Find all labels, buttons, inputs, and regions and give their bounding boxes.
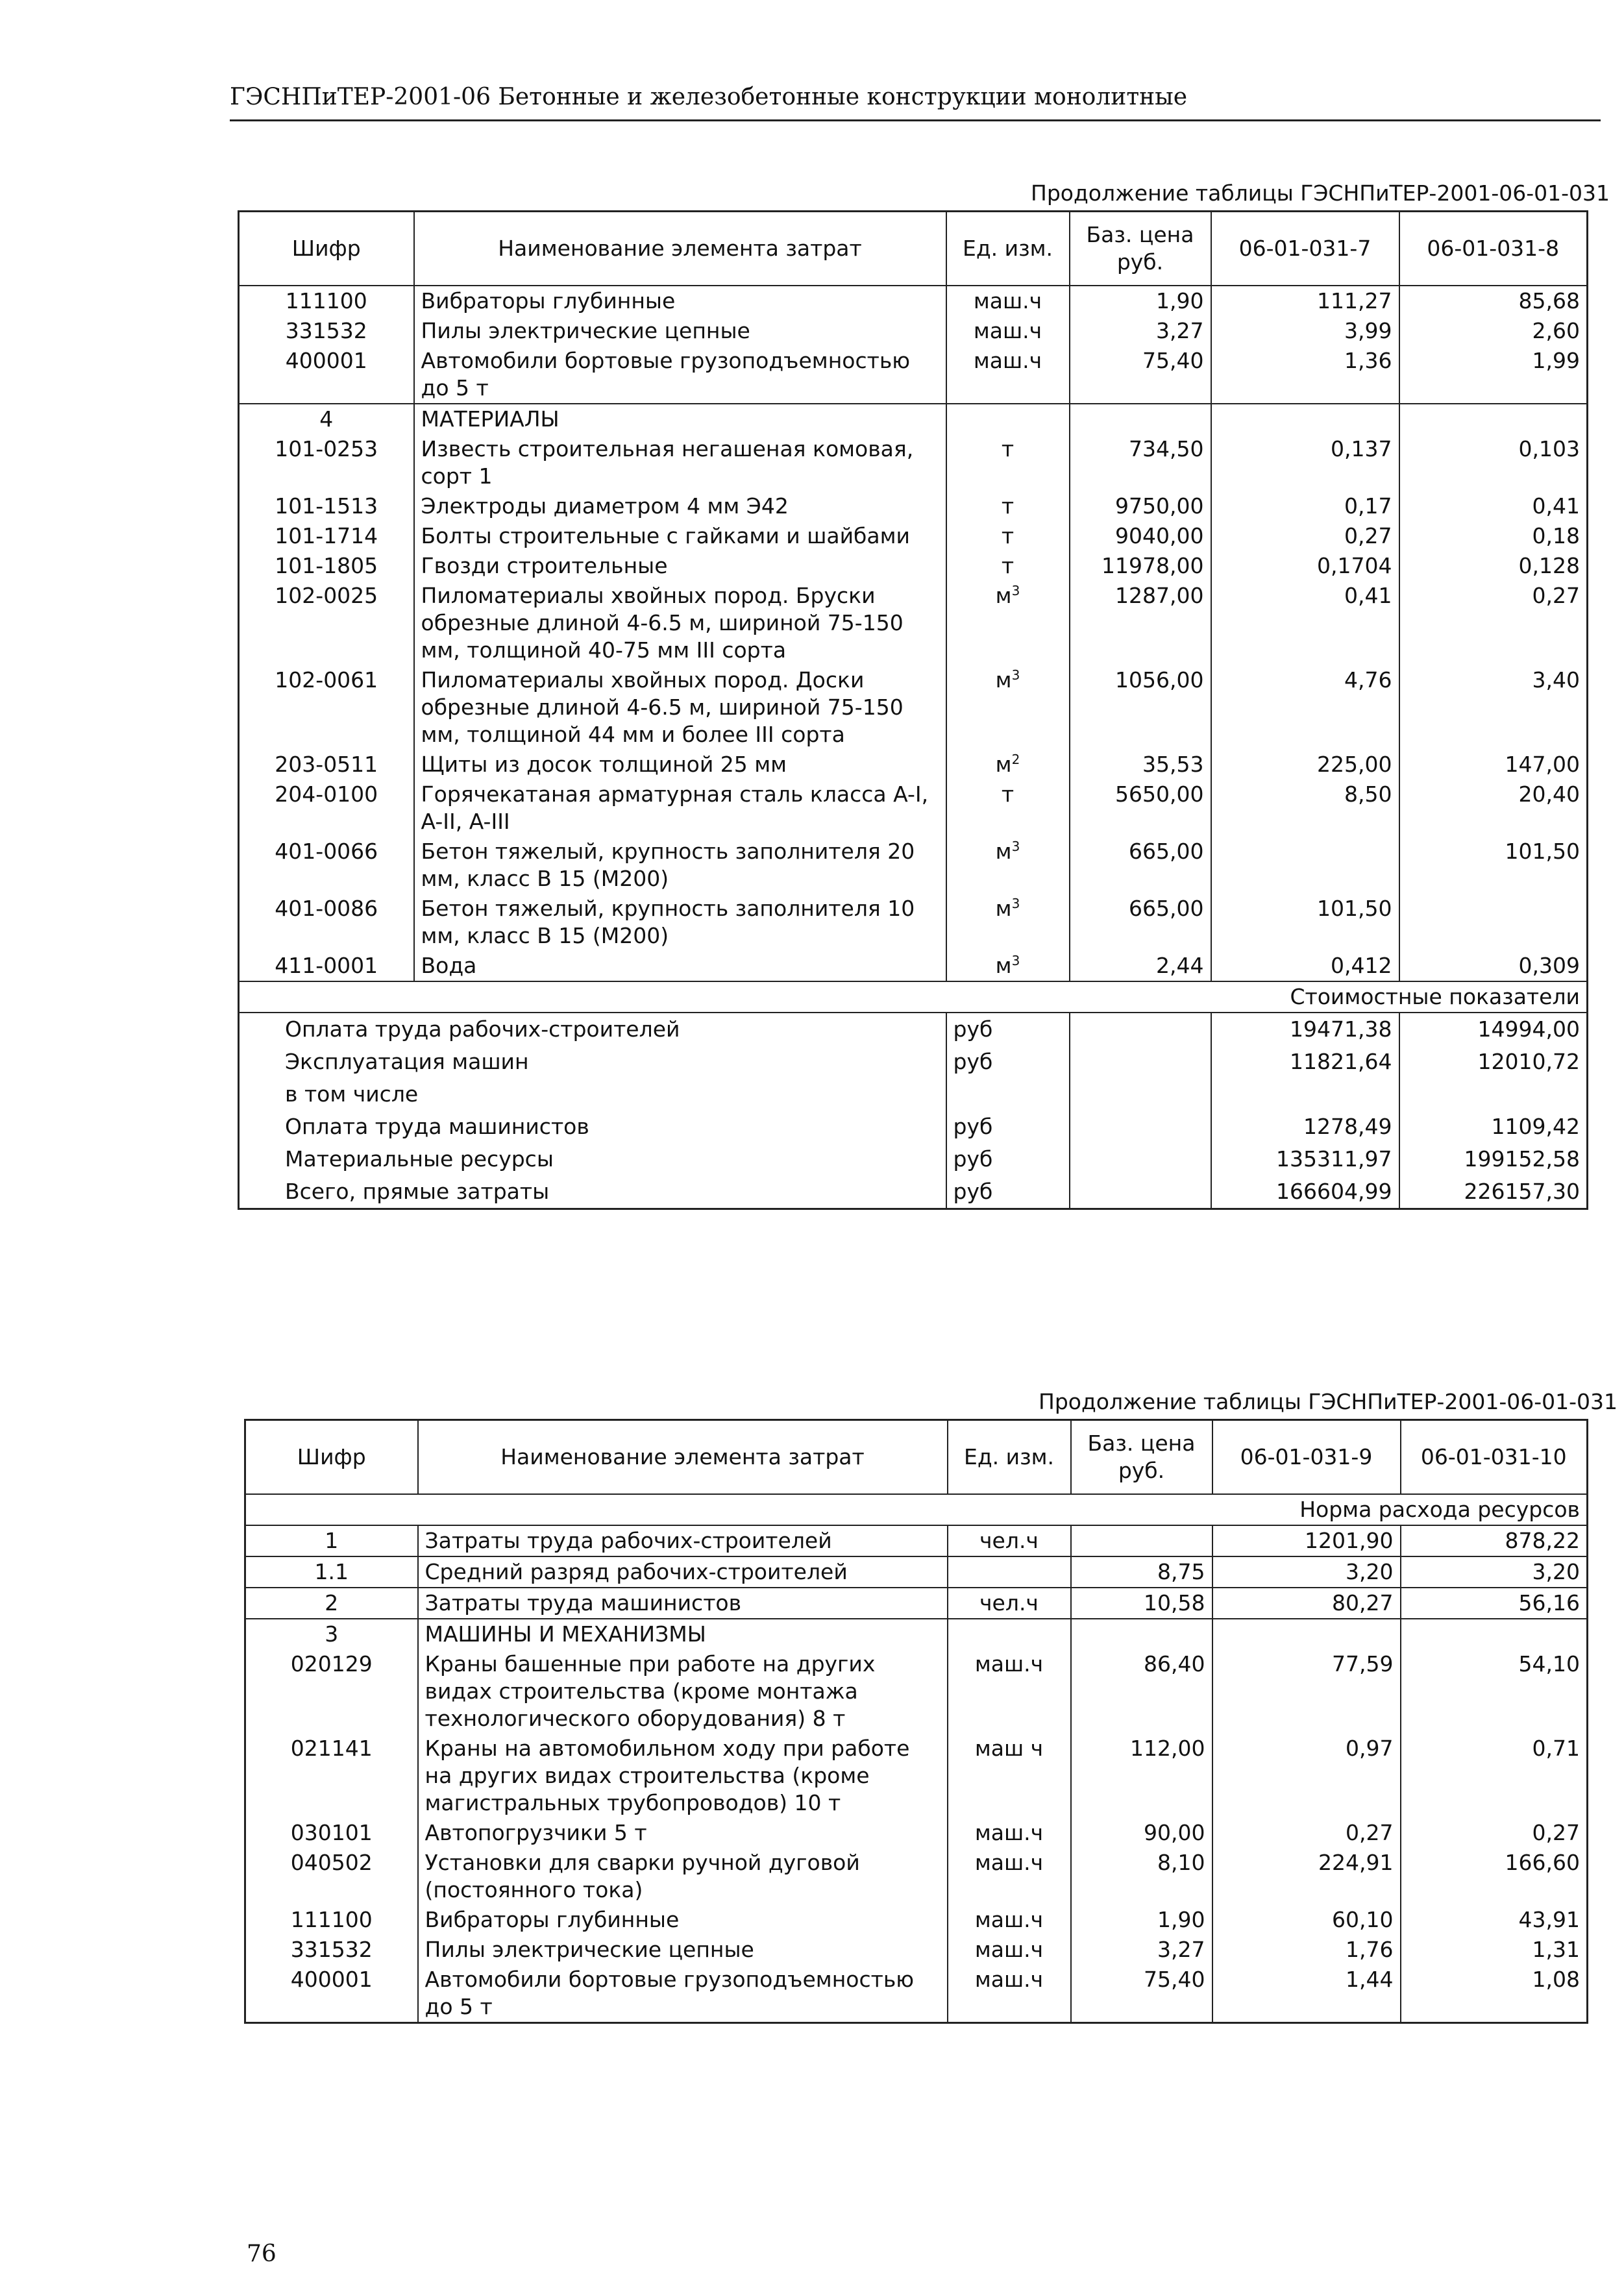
row-unit: маш ч (948, 1734, 1071, 1818)
row-unit-text: м (995, 953, 1012, 978)
row-unit-text: м (995, 752, 1012, 777)
row-value-1: 0,27 (1212, 1818, 1401, 1848)
row-unit-exponent: 3 (1011, 667, 1020, 683)
row-value-1: 80,27 (1212, 1588, 1401, 1619)
row-value-2: 147,00 (1399, 750, 1588, 780)
row-code: 101-1714 (275, 523, 378, 548)
row-code: 1 (325, 1528, 339, 1553)
row-unit: чел.ч (948, 1525, 1071, 1556)
row-name: Средний разряд рабочих-строителей (418, 1556, 948, 1588)
row-value-2: 0,128 (1399, 551, 1588, 581)
row-name: Вода (414, 951, 946, 981)
row-value-1: 8,50 (1211, 780, 1399, 837)
row-code: 101-1513 (275, 493, 378, 519)
row-value-2: 0,103 (1399, 434, 1588, 491)
summary-value-1: 11821,64 (1211, 1046, 1399, 1078)
norm-label: Норма расхода ресурсов (245, 1494, 1588, 1525)
summary-unit: руб (946, 1143, 1070, 1175)
row-unit (946, 894, 1070, 951)
row-unit (946, 780, 1070, 837)
summary-row (239, 1078, 1588, 1111)
summary-value-1: 166604,99 (1211, 1175, 1399, 1209)
summary-row (239, 1046, 1588, 1078)
row-name: Электроды диаметром 4 мм Э42 (414, 491, 946, 521)
summary-label: Эксплуатация машин (285, 1049, 529, 1074)
table1-summary-body (239, 981, 1588, 1013)
section-code: 3 (245, 1619, 418, 1649)
col-header-unit: Ед. изм. (948, 1420, 1071, 1495)
summary-row (239, 1175, 1588, 1209)
norm-label-row (245, 1494, 1588, 1525)
summary-label: Оплата труда рабочих-строителей (285, 1016, 680, 1042)
summary-value-2 (1399, 1078, 1588, 1111)
row-unit: маш.ч (948, 1905, 1071, 1935)
summary-unit: руб (946, 1046, 1070, 1078)
summary-blank (1070, 1111, 1211, 1143)
table-row (245, 1649, 1588, 1734)
row-value-2: 166,60 (1401, 1848, 1588, 1905)
row-name: Горячекатаная арматурная сталь класса A-I, A-II, A-III (414, 780, 946, 837)
table2-labor-rows (245, 1525, 1588, 1619)
row-value-1: 1201,90 (1212, 1525, 1401, 1556)
row-price: 1,90 (1070, 286, 1211, 316)
table-row (245, 1556, 1588, 1588)
row-unit (946, 551, 1070, 581)
table-row (245, 1848, 1588, 1905)
row-unit-text: т (1001, 436, 1015, 461)
header-rule (230, 119, 1601, 121)
row-unit-text: м (995, 583, 1012, 608)
row-code: 020129 (290, 1651, 373, 1677)
table1-materials-rows (239, 434, 1588, 981)
row-value-2: 0,27 (1401, 1818, 1588, 1848)
row-unit-exponent: 2 (1011, 752, 1020, 767)
row-value-1: 3,20 (1212, 1556, 1401, 1588)
summary-row (239, 1111, 1588, 1143)
col-header-code: Шифр (239, 212, 414, 286)
table-row (239, 434, 1588, 491)
summary-blank (1070, 1046, 1211, 1078)
col-header-name: Наименование элемента затрат (418, 1420, 948, 1495)
row-value-2: 0,18 (1399, 521, 1588, 551)
row-value-2: 20,40 (1399, 780, 1588, 837)
row-value-1: 1,76 (1212, 1935, 1401, 1965)
col-header-v1: 06-01-031-9 (1212, 1420, 1401, 1495)
row-value-1: 1,44 (1212, 1965, 1401, 2023)
row-value-2: 0,71 (1401, 1734, 1588, 1818)
table1-machines-body (239, 286, 1588, 404)
row-name: Пилы электрические цепные (414, 316, 946, 346)
row-name: Вибраторы глубинные (418, 1905, 948, 1935)
cost-label-row (239, 981, 1588, 1013)
row-price: 1056,00 (1070, 665, 1211, 750)
table-row (239, 951, 1588, 981)
row-value-1: 0,97 (1212, 1734, 1401, 1818)
row-value-1: 60,10 (1212, 1905, 1401, 1935)
row-code: 1.1 (245, 1556, 418, 1588)
table-row (245, 1965, 1588, 2023)
row-code: 331532 (290, 1937, 373, 1962)
row-code: 411-0001 (275, 953, 378, 978)
row-code: 2 (245, 1588, 418, 1619)
summary-value-2: 1109,42 (1399, 1111, 1588, 1143)
table-row (245, 1935, 1588, 1965)
row-unit (946, 951, 1070, 981)
row-value-2: 0,309 (1399, 951, 1588, 981)
summary-value-1: 1278,49 (1211, 1111, 1399, 1143)
row-code: 400001 (290, 1967, 373, 1992)
row-unit: маш.ч (946, 286, 1070, 316)
row-unit (946, 837, 1070, 894)
row-name: Пиломатериалы хвойных пород. Бруски обрезные длиной 4-6.5 м, шириной 75-150 мм, толщиной 40-75 мм III сорта (414, 581, 946, 665)
row-unit-text: т (1001, 781, 1015, 807)
row-code: 401-0086 (275, 896, 378, 921)
summary-label: Материальные ресурсы (285, 1146, 554, 1172)
summary-value-2: 12010,72 (1399, 1046, 1588, 1078)
row-unit-exponent: 3 (1011, 839, 1020, 854)
row-value-2: 54,10 (1401, 1649, 1588, 1734)
row-code: 111100 (285, 288, 367, 313)
row-price: 3,27 (1070, 316, 1211, 346)
summary-label: Всего, прямые затраты (285, 1179, 550, 1204)
summary-value-2: 226157,30 (1399, 1175, 1588, 1209)
row-code: 204-0100 (275, 781, 378, 807)
row-value-2: 0,41 (1399, 491, 1588, 521)
summary-blank (1070, 1143, 1211, 1175)
row-price: 5650,00 (1070, 780, 1211, 837)
page-header: ГЭСНПиТЕР-2001-06 Бетонные и железобетонные конструкции монолитные (230, 84, 1188, 110)
row-unit: маш.ч (948, 1848, 1071, 1905)
row-unit: маш.ч (948, 1935, 1071, 1965)
row-name: Болты строительные с гайками и шайбами (414, 521, 946, 551)
col-header-name: Наименование элемента затрат (414, 212, 946, 286)
summary-value-1: 19471,38 (1211, 1013, 1399, 1046)
section-title: МАТЕРИАЛЫ (414, 404, 946, 434)
table-row (239, 837, 1588, 894)
table-row (239, 491, 1588, 521)
row-value-1: 0,41 (1211, 581, 1399, 665)
row-unit: чел.ч (948, 1588, 1071, 1619)
row-price: 35,53 (1070, 750, 1211, 780)
table1-materials-body (239, 404, 1588, 434)
row-value-2: 43,91 (1401, 1905, 1588, 1935)
row-name: Бетон тяжелый, крупность заполнителя 10 мм, класс В 15 (М200) (414, 894, 946, 951)
row-value-1 (1211, 837, 1399, 894)
row-code: 101-0253 (275, 436, 378, 461)
row-name: Автомобили бортовые грузоподъемностью до 5 т (418, 1965, 948, 2023)
table2-norm-body (245, 1494, 1588, 1525)
table-row (245, 1734, 1588, 1818)
section-row (245, 1619, 1588, 1649)
col-header-v1: 06-01-031-7 (1211, 212, 1399, 286)
row-code: 331532 (285, 318, 367, 343)
row-name: Вибраторы глубинные (414, 286, 946, 316)
row-value-2: 1,31 (1401, 1935, 1588, 1965)
row-price: 112,00 (1071, 1734, 1212, 1818)
row-name: Затраты труда машинистов (418, 1588, 948, 1619)
row-code: 400001 (285, 348, 367, 373)
row-value-2: 101,50 (1399, 837, 1588, 894)
row-value-2: 1,08 (1401, 1965, 1588, 2023)
summary-value-2: 14994,00 (1399, 1013, 1588, 1046)
row-price: 75,40 (1070, 346, 1211, 404)
row-unit: маш.ч (948, 1965, 1071, 2023)
row-unit (946, 581, 1070, 665)
table-row (239, 780, 1588, 837)
row-unit (946, 491, 1070, 521)
table-row (239, 750, 1588, 780)
row-unit: маш.ч (948, 1649, 1071, 1734)
table-row (245, 1905, 1588, 1935)
row-value-1: 0,412 (1211, 951, 1399, 981)
table-row (239, 581, 1588, 665)
row-unit (946, 750, 1070, 780)
row-unit: маш.ч (946, 316, 1070, 346)
row-name: Краны башенные при работе на других видах строительства (кроме монтажа технологического оборудования) 8 т (418, 1649, 948, 1734)
col-header-price: Баз. цена руб. (1071, 1420, 1212, 1495)
summary-unit: руб (946, 1013, 1070, 1046)
section-row (239, 404, 1588, 434)
row-unit-text: т (1001, 553, 1015, 578)
row-unit (946, 434, 1070, 491)
row-value-2: 3,20 (1401, 1556, 1588, 1588)
summary-label: в том числе (285, 1081, 419, 1107)
row-unit (946, 521, 1070, 551)
row-price: 734,50 (1070, 434, 1211, 491)
row-name: Автомобили бортовые грузоподъемностью до 5 т (414, 346, 946, 404)
row-code: 203-0511 (275, 752, 378, 777)
row-name: Известь строительная негашеная комовая, сорт 1 (414, 434, 946, 491)
summary-unit: руб (946, 1111, 1070, 1143)
summary-blank (1070, 1013, 1211, 1046)
row-unit-text: м (995, 839, 1012, 864)
summary-value-2: 199152,58 (1399, 1143, 1588, 1175)
table-row (245, 1588, 1588, 1619)
row-code: 101-1805 (275, 553, 378, 578)
row-price: 86,40 (1071, 1649, 1212, 1734)
row-name: Бетон тяжелый, крупность заполнителя 20 мм, класс В 15 (М200) (414, 837, 946, 894)
row-value-2: 56,16 (1401, 1588, 1588, 1619)
row-code: 102-0025 (275, 583, 378, 608)
row-value-2: 0,27 (1399, 581, 1588, 665)
row-value-1: 101,50 (1211, 894, 1399, 951)
row-price: 90,00 (1071, 1818, 1212, 1848)
summary-unit: руб (946, 1175, 1070, 1209)
table2-machines-rows (245, 1649, 1588, 2023)
row-code: 030101 (290, 1820, 373, 1845)
row-value-1: 77,59 (1212, 1649, 1401, 1734)
row-price: 665,00 (1070, 894, 1211, 951)
row-value-2: 1,99 (1399, 346, 1588, 404)
summary-row (239, 1143, 1588, 1175)
row-price: 75,40 (1071, 1965, 1212, 2023)
row-value-1: 4,76 (1211, 665, 1399, 750)
summary-value-1: 135311,97 (1211, 1143, 1399, 1175)
row-value-1: 0,137 (1211, 434, 1399, 491)
row-name: Пиломатериалы хвойных пород. Доски обрезные длиной 4-6.5 м, шириной 75-150 мм, толщиной 44 мм и более III сорта (414, 665, 946, 750)
table2 (244, 1419, 1588, 2024)
summary-blank (1070, 1078, 1211, 1111)
section-title: МАШИНЫ И МЕХАНИЗМЫ (418, 1619, 948, 1649)
row-value-2 (1399, 894, 1588, 951)
row-price: 1287,00 (1070, 581, 1211, 665)
table-row (239, 521, 1588, 551)
row-price: 10,58 (1071, 1588, 1212, 1619)
table1-summary-rows (239, 1013, 1588, 1209)
section-code: 4 (239, 404, 414, 434)
table-row (239, 316, 1588, 346)
table1-continuation: Продолжение таблицы ГЭСНПиТЕР-2001-06-01-031 (1031, 180, 1610, 206)
row-name: Пилы электрические цепные (418, 1935, 948, 1965)
table-row (239, 894, 1588, 951)
cost-label: Стоимостные показатели (239, 981, 1588, 1013)
row-price: 11978,00 (1070, 551, 1211, 581)
table-row (245, 1525, 1588, 1556)
row-name: Краны на автомобильном ходу при работе на других видах строительства (кроме магистральных трубопроводов) 10 т (418, 1734, 948, 1818)
col-header-code: Шифр (245, 1420, 418, 1495)
row-value-2: 85,68 (1399, 286, 1588, 316)
row-unit-text: т (1001, 523, 1015, 548)
table-row (239, 665, 1588, 750)
row-price: 8,75 (1071, 1556, 1212, 1588)
row-value-1: 0,27 (1211, 521, 1399, 551)
table-row (239, 346, 1588, 404)
summary-row (239, 1013, 1588, 1046)
table-row (239, 286, 1588, 316)
row-value-1: 225,00 (1211, 750, 1399, 780)
row-price: 8,10 (1071, 1848, 1212, 1905)
page-number: 76 (247, 2241, 277, 2267)
row-value-1: 111,27 (1211, 286, 1399, 316)
row-unit: маш.ч (946, 346, 1070, 404)
row-unit-exponent: 3 (1011, 583, 1020, 598)
row-name: Щиты из досок толщиной 25 мм (414, 750, 946, 780)
row-unit-text: т (1001, 493, 1015, 519)
col-header-v2: 06-01-031-8 (1399, 212, 1588, 286)
row-unit-exponent: 3 (1011, 953, 1020, 968)
summary-label: Оплата труда машинистов (285, 1114, 589, 1139)
row-price: 3,27 (1071, 1935, 1212, 1965)
row-unit-exponent: 3 (1011, 896, 1020, 911)
row-value-2: 3,40 (1399, 665, 1588, 750)
summary-blank (1070, 1175, 1211, 1209)
row-code: 401-0066 (275, 839, 378, 864)
summary-unit (946, 1078, 1070, 1111)
table-row (239, 551, 1588, 581)
row-price: 2,44 (1070, 951, 1211, 981)
row-value-1: 0,17 (1211, 491, 1399, 521)
row-unit-text: м (995, 667, 1012, 693)
row-unit (948, 1556, 1071, 1588)
row-value-1: 0,1704 (1211, 551, 1399, 581)
table-row (245, 1818, 1588, 1848)
table1 (238, 210, 1588, 1210)
col-header-v2: 06-01-031-10 (1401, 1420, 1588, 1495)
row-code: 102-0061 (275, 667, 378, 693)
col-header-price: Баз. цена руб. (1070, 212, 1211, 286)
col-header-unit: Ед. изм. (946, 212, 1070, 286)
row-value-1: 1,36 (1211, 346, 1399, 404)
row-code: 111100 (290, 1907, 373, 1932)
row-code: 021141 (290, 1736, 373, 1761)
row-unit: маш.ч (948, 1818, 1071, 1848)
row-code: 040502 (290, 1850, 373, 1875)
row-value-2: 878,22 (1401, 1525, 1588, 1556)
row-price: 9040,00 (1070, 521, 1211, 551)
row-name: Установки для сварки ручной дуговой (постоянного тока) (418, 1848, 948, 1905)
row-value-2: 2,60 (1399, 316, 1588, 346)
row-name: Гвозди строительные (414, 551, 946, 581)
row-value-1: 3,99 (1211, 316, 1399, 346)
row-unit (946, 665, 1070, 750)
table2-continuation: Продолжение таблицы ГЭСНПиТЕР-2001-06-01-031 (1039, 1389, 1618, 1414)
row-price: 1,90 (1071, 1905, 1212, 1935)
row-price: 9750,00 (1070, 491, 1211, 521)
row-unit-text: м (995, 896, 1012, 921)
row-name: Автопогрузчики 5 т (418, 1818, 948, 1848)
summary-value-1 (1211, 1078, 1399, 1111)
table2-machines-head (245, 1619, 1588, 1649)
row-name: Затраты труда рабочих-строителей (418, 1525, 948, 1556)
row-price (1071, 1525, 1212, 1556)
row-value-1: 224,91 (1212, 1848, 1401, 1905)
row-price: 665,00 (1070, 837, 1211, 894)
